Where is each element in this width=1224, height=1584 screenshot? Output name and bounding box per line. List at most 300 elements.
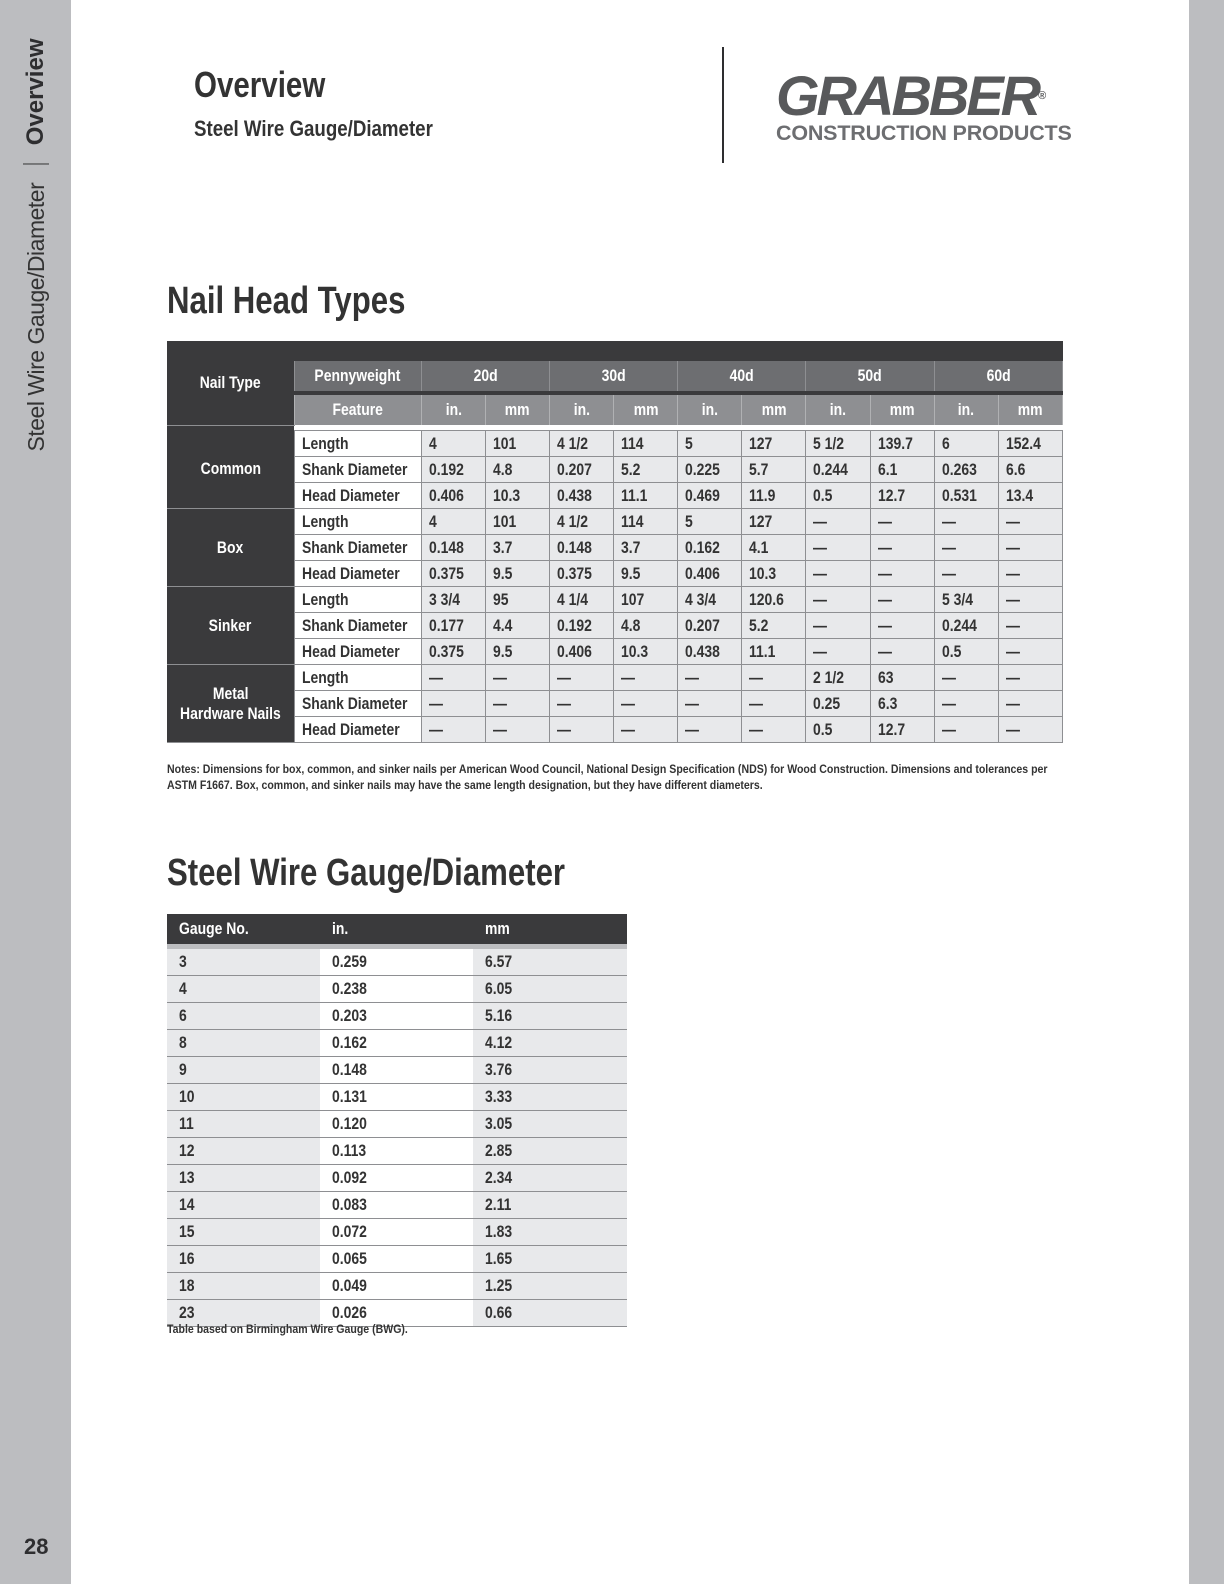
nail-type-name-line1: Metal	[212, 683, 249, 703]
table-row	[167, 1165, 627, 1192]
value-text: 152.4	[1005, 433, 1041, 453]
value-text: —	[1005, 615, 1020, 635]
value-cell	[806, 483, 870, 509]
feature-cell	[294, 561, 421, 587]
gauge-value-text: 0.131	[332, 1087, 367, 1106]
nail-head-types-title: Nail Head Types	[167, 280, 406, 322]
side-sub-label: Steel Wire Gauge/Diameter	[22, 182, 49, 452]
value-text: —	[1005, 563, 1020, 583]
value-cell	[806, 431, 870, 457]
value-text: —	[749, 667, 764, 687]
table-top-strip	[294, 341, 1062, 361]
value-cell	[870, 509, 934, 535]
gauge-value-text: 0.072	[332, 1222, 367, 1241]
value-cell	[421, 483, 485, 509]
feature-header	[294, 393, 421, 425]
value-cell	[678, 613, 742, 639]
value-text: —	[941, 563, 956, 583]
value-text: 0.406	[428, 485, 464, 505]
right-margin-bar	[1189, 0, 1224, 1584]
inch-cell	[320, 1219, 473, 1246]
value-cell	[421, 431, 485, 457]
value-cell	[678, 509, 742, 535]
value-cell	[550, 717, 614, 743]
value-cell	[742, 561, 806, 587]
value-text: 4 1/4	[557, 589, 589, 609]
table-row	[167, 1219, 627, 1246]
feature-cell	[294, 691, 421, 717]
value-cell	[806, 535, 870, 561]
value-cell	[806, 587, 870, 613]
gauge-cell	[167, 1219, 320, 1246]
mm-cell	[473, 1138, 627, 1165]
gauge-value-text: 13	[179, 1168, 195, 1187]
value-text: —	[813, 537, 828, 557]
value-cell	[742, 665, 806, 691]
gauge-value-text: 5.16	[485, 1006, 513, 1025]
value-cell	[550, 483, 614, 509]
value-text: 0.225	[685, 459, 721, 479]
value-cell	[486, 457, 550, 483]
value-text: —	[621, 667, 636, 687]
value-text: —	[1005, 511, 1020, 531]
unit-header-in-text: in.	[573, 400, 590, 419]
value-text: 3.7	[621, 537, 641, 557]
value-text: 63	[877, 667, 894, 687]
unit-header-in	[421, 393, 485, 425]
value-text: —	[557, 719, 572, 739]
value-text: 13.4	[1005, 485, 1033, 505]
mm-cell	[473, 1003, 627, 1030]
nail-type-header	[167, 341, 294, 425]
feature-text: Head Diameter	[301, 719, 400, 739]
value-cell	[870, 431, 934, 457]
inch-cell	[320, 1192, 473, 1219]
value-cell	[998, 509, 1062, 535]
value-cell	[742, 717, 806, 743]
value-cell	[614, 535, 678, 561]
feature-cell	[294, 665, 421, 691]
unit-header-mm-text: mm	[889, 400, 915, 419]
value-text: —	[1005, 537, 1020, 557]
value-cell	[934, 483, 998, 509]
value-text: 6.1	[877, 459, 897, 479]
feature-header-text: Feature	[332, 400, 383, 419]
feature-text: Shank Diameter	[301, 537, 408, 557]
gauge-value-text: 1.25	[485, 1276, 513, 1295]
gauge-value-text: 0.259	[332, 952, 367, 971]
gauge-header-in	[320, 914, 473, 947]
gauge-cell	[167, 1057, 320, 1084]
feature-text: Shank Diameter	[301, 459, 408, 479]
mm-cell	[473, 1165, 627, 1192]
value-cell	[742, 509, 806, 535]
value-cell	[486, 639, 550, 665]
gauge-value-text: 6.05	[485, 979, 513, 998]
value-cell	[742, 483, 806, 509]
gauge-value-text: 9	[179, 1060, 187, 1079]
inch-cell	[320, 947, 473, 976]
value-text: 9.5	[493, 641, 513, 661]
value-cell	[806, 457, 870, 483]
size-header-40d	[678, 361, 806, 393]
gauge-value-text: 1.83	[485, 1222, 513, 1241]
gauge-value-text: 3.05	[485, 1114, 513, 1133]
value-cell	[934, 535, 998, 561]
value-cell	[614, 691, 678, 717]
value-text: 6.6	[1005, 459, 1026, 479]
gauge-value-text: 0.092	[332, 1168, 367, 1187]
table-row	[167, 1003, 627, 1030]
value-cell	[421, 561, 485, 587]
feature-cell	[294, 613, 421, 639]
inch-cell	[320, 1165, 473, 1192]
value-text: —	[1005, 589, 1020, 609]
value-cell	[870, 613, 934, 639]
value-text: 0.148	[428, 537, 464, 557]
unit-header-mm	[870, 393, 934, 425]
value-text: 11.9	[749, 485, 776, 505]
gauge-cell	[167, 1192, 320, 1219]
value-cell	[550, 457, 614, 483]
mm-cell	[473, 1273, 627, 1300]
value-text: —	[941, 719, 956, 739]
value-text: 12.7	[877, 719, 905, 739]
page-title: Overview	[194, 64, 326, 105]
mm-cell	[473, 1084, 627, 1111]
value-cell	[742, 691, 806, 717]
value-text: 5 3/4	[941, 589, 973, 609]
unit-header-in	[678, 393, 742, 425]
value-cell	[486, 509, 550, 535]
table-row	[167, 535, 1063, 561]
side-main-label: Overview	[22, 38, 49, 146]
gauge-value-text: 10	[179, 1087, 195, 1106]
value-text: —	[749, 693, 764, 713]
value-text: 5.2	[621, 459, 641, 479]
value-text: —	[685, 693, 700, 713]
value-cell	[550, 431, 614, 457]
value-text: —	[941, 511, 956, 531]
value-text: 0.263	[941, 459, 977, 479]
logo-wordmark	[776, 64, 1104, 127]
unit-header-mm	[486, 393, 550, 425]
gauge-value-text: 8	[179, 1033, 187, 1052]
value-cell	[678, 665, 742, 691]
feature-cell	[294, 509, 421, 535]
value-text: —	[877, 615, 892, 635]
gauge-cell	[167, 1165, 320, 1192]
value-text: 0.5	[813, 719, 833, 739]
value-text: 0.438	[685, 641, 721, 661]
mm-cell	[473, 1057, 627, 1084]
feature-text: Head Diameter	[301, 641, 400, 661]
value-text: 0.207	[685, 615, 721, 635]
feature-cell	[294, 535, 421, 561]
value-cell	[550, 639, 614, 665]
value-cell	[421, 691, 485, 717]
gauge-value-text: 4	[179, 979, 187, 998]
mm-cell	[473, 1219, 627, 1246]
value-text: 9.5	[621, 563, 641, 583]
value-text: —	[557, 667, 572, 687]
inch-cell	[320, 1057, 473, 1084]
gauge-table-note-text: Table based on Birmingham Wire Gauge (BWG).	[167, 1322, 408, 1336]
value-text: —	[428, 667, 443, 687]
value-cell	[486, 535, 550, 561]
inch-cell	[320, 976, 473, 1003]
value-text: —	[813, 641, 828, 661]
value-cell	[678, 561, 742, 587]
value-cell	[998, 639, 1062, 665]
nail-type-name: Sinker	[209, 615, 252, 635]
value-text: 120.6	[749, 589, 785, 609]
value-text: 0.375	[428, 641, 464, 661]
nail-type-cell	[167, 587, 294, 665]
gauge-value-text: 0.162	[332, 1033, 367, 1052]
value-text: 4.4	[493, 615, 513, 635]
nail-type-cell	[167, 431, 294, 509]
gauge-value-text: 0.120	[332, 1114, 367, 1133]
value-cell	[870, 483, 934, 509]
mm-cell	[473, 1111, 627, 1138]
value-cell	[614, 665, 678, 691]
gauge-cell	[167, 1003, 320, 1030]
nail-type-cell	[167, 509, 294, 587]
table-row	[167, 457, 1063, 483]
unit-header-in-text: in.	[829, 400, 847, 419]
gauge-value-text: 23	[179, 1303, 195, 1322]
page-number: 28	[24, 1534, 49, 1559]
value-text: 107	[621, 589, 645, 609]
value-text: 4 1/2	[557, 511, 589, 531]
gauge-value-text: 1.65	[485, 1249, 513, 1268]
value-cell	[614, 639, 678, 665]
value-cell	[614, 613, 678, 639]
logo-registered-mark: ®	[1038, 90, 1047, 102]
value-cell	[614, 457, 678, 483]
value-cell	[421, 535, 485, 561]
value-text: 0.5	[813, 485, 833, 505]
table-row	[167, 1138, 627, 1165]
gauge-value-text: 0.113	[332, 1141, 367, 1160]
value-text: 0.531	[941, 485, 977, 505]
unit-header-mm-text: mm	[761, 400, 787, 419]
value-text: 0.406	[685, 563, 721, 583]
mm-cell	[473, 1300, 627, 1327]
table-row	[167, 1084, 627, 1111]
value-cell	[870, 561, 934, 587]
size-header-text: 20d	[473, 366, 498, 385]
gauge-value-text: 4.12	[485, 1033, 513, 1052]
value-text: —	[941, 537, 956, 557]
gauge-value-text: 18	[179, 1276, 195, 1295]
value-text: —	[685, 719, 700, 739]
gauge-cell	[167, 1084, 320, 1111]
nail-type-header-text: Nail Type	[199, 372, 261, 392]
inch-cell	[320, 1084, 473, 1111]
value-text: 0.375	[428, 563, 464, 583]
nail-table-notes	[167, 761, 1067, 793]
value-cell	[870, 717, 934, 743]
header-divider	[722, 47, 724, 163]
inch-cell	[320, 1273, 473, 1300]
feature-cell	[294, 639, 421, 665]
value-text: 3.7	[493, 537, 513, 557]
value-cell	[998, 535, 1062, 561]
value-text: —	[493, 719, 507, 739]
value-cell	[421, 665, 485, 691]
value-cell	[742, 431, 806, 457]
nail-table-notes-text: Notes: Dimensions for box, common, and sinker nails per American Wood Council, National Design Specification (NDS) for Wood Construction. Dimensions and tolerances per ASTM F1667. Box, common, and sinker nails may have the same length designation, but they have different diameters.	[167, 762, 1048, 792]
value-cell	[934, 457, 998, 483]
value-text: —	[428, 719, 443, 739]
value-cell	[486, 665, 550, 691]
value-cell	[998, 561, 1062, 587]
value-text: 0.192	[557, 615, 592, 635]
table-row	[167, 691, 1063, 717]
table-row	[167, 639, 1063, 665]
feature-text: Length	[301, 667, 349, 687]
value-cell	[934, 509, 998, 535]
value-cell	[998, 457, 1062, 483]
gauge-value-text: 0.148	[332, 1060, 367, 1079]
value-cell	[486, 483, 550, 509]
value-cell	[934, 613, 998, 639]
gauge-value-text: 3	[179, 952, 187, 971]
value-text: —	[621, 693, 636, 713]
table-row	[167, 717, 1063, 743]
value-cell	[614, 431, 678, 457]
value-cell	[678, 717, 742, 743]
value-cell	[934, 587, 998, 613]
value-cell	[486, 691, 550, 717]
value-text: 0.375	[557, 563, 592, 583]
value-text: —	[813, 615, 828, 635]
value-cell	[614, 717, 678, 743]
gauge-value-text: 15	[179, 1222, 195, 1241]
nail-size-header-row	[167, 361, 1063, 393]
unit-header-in	[550, 393, 614, 425]
gauge-value-text: 0.203	[332, 1006, 367, 1025]
steel-wire-gauge-title: Steel Wire Gauge/Diameter	[167, 852, 566, 894]
unit-header-in-text: in.	[701, 400, 718, 419]
nail-top-strip-row	[167, 341, 1063, 361]
value-text: —	[493, 693, 507, 713]
value-text: 9.5	[493, 563, 513, 583]
value-cell	[614, 509, 678, 535]
value-cell	[998, 483, 1062, 509]
table-row	[167, 1192, 627, 1219]
value-text: 4.8	[621, 615, 641, 635]
value-text: 0.25	[813, 693, 841, 713]
gauge-cell	[167, 1138, 320, 1165]
value-cell	[998, 431, 1062, 457]
value-cell	[806, 717, 870, 743]
value-cell	[550, 691, 614, 717]
gauge-value-text: 6.57	[485, 952, 513, 971]
value-text: —	[557, 693, 572, 713]
value-cell	[678, 483, 742, 509]
table-row	[167, 1057, 627, 1084]
value-cell	[934, 717, 998, 743]
value-cell	[678, 691, 742, 717]
value-text: —	[1005, 719, 1020, 739]
value-text: 0.438	[557, 485, 592, 505]
value-text: —	[877, 511, 892, 531]
table-row	[167, 1030, 627, 1057]
feature-cell	[294, 431, 421, 457]
gauge-table-note	[167, 1322, 441, 1336]
value-cell	[806, 509, 870, 535]
value-text: —	[877, 589, 892, 609]
value-cell	[678, 431, 742, 457]
value-text: 0.192	[428, 459, 464, 479]
value-text: 6.3	[877, 693, 897, 713]
table-row	[167, 947, 627, 976]
value-cell	[870, 535, 934, 561]
value-cell	[421, 457, 485, 483]
inch-cell	[320, 1138, 473, 1165]
unit-header-in	[806, 393, 870, 425]
value-text: —	[877, 641, 892, 661]
feature-text: Head Diameter	[301, 563, 400, 583]
side-section-label	[22, 39, 50, 452]
table-row	[167, 431, 1063, 457]
feature-text: Shank Diameter	[301, 615, 408, 635]
value-cell	[934, 561, 998, 587]
value-text: 101	[493, 511, 517, 531]
value-cell	[486, 561, 550, 587]
value-text: 0.162	[685, 537, 721, 557]
grabber-logo	[776, 64, 1104, 145]
value-cell	[870, 665, 934, 691]
value-cell	[998, 691, 1062, 717]
size-header-text: 30d	[601, 366, 626, 385]
gauge-value-text: 14	[179, 1195, 195, 1214]
table-row	[167, 483, 1063, 509]
value-cell	[486, 613, 550, 639]
table-row	[167, 561, 1063, 587]
gauge-header-in-text: in.	[332, 919, 349, 938]
gauge-value-text: 2.85	[485, 1141, 513, 1160]
value-text: 4.1	[749, 537, 769, 557]
value-text: 10.3	[749, 563, 777, 583]
value-cell	[550, 665, 614, 691]
gauge-value-text: 2.11	[485, 1195, 512, 1214]
nail-type-name: Common	[200, 459, 261, 479]
logo-tagline: CONSTRUCTION PRODUCTS	[776, 121, 1072, 145]
value-cell	[870, 639, 934, 665]
value-text: 4 1/2	[557, 433, 589, 453]
gauge-value-text: 2.34	[485, 1168, 513, 1187]
value-text: —	[813, 511, 828, 531]
value-text: —	[749, 719, 764, 739]
value-text: 0.177	[428, 615, 464, 635]
value-text: 0.406	[557, 641, 592, 661]
gauge-header-mm-text: mm	[485, 919, 510, 938]
size-header-60d	[934, 361, 1062, 393]
value-text: —	[1005, 641, 1020, 661]
value-cell	[486, 431, 550, 457]
value-cell	[486, 717, 550, 743]
value-text: 4.8	[493, 459, 513, 479]
value-cell	[421, 509, 485, 535]
feature-text: Length	[301, 511, 349, 531]
value-cell	[550, 587, 614, 613]
value-cell	[678, 457, 742, 483]
gauge-value-text: 16	[179, 1249, 195, 1268]
